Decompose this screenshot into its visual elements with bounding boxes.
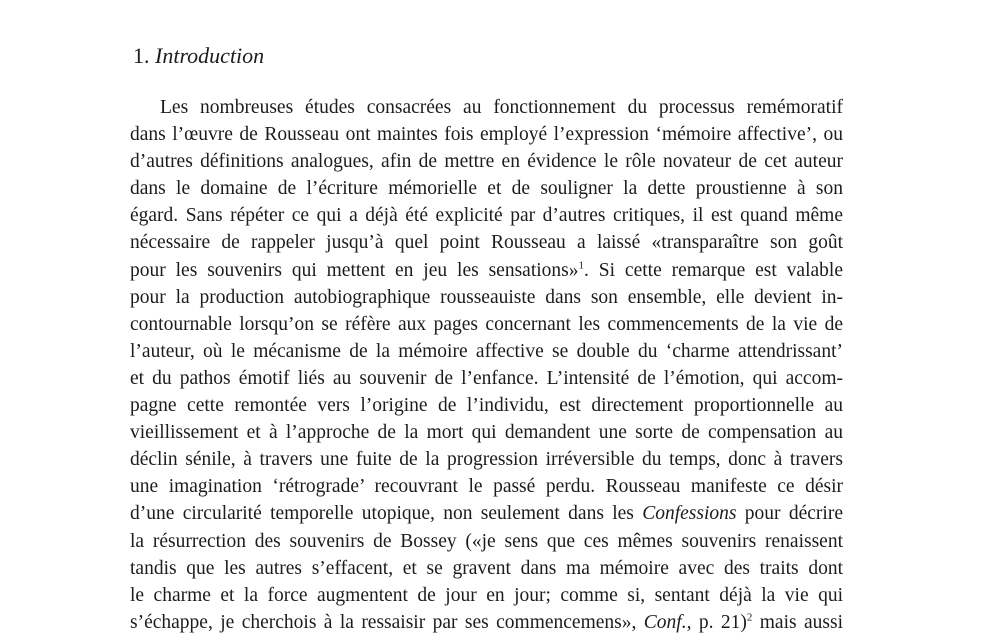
text-line: pour les souvenirs qui mettent en jeu les sensations»$^1$. Si cette remarque est valable — [130, 259, 843, 281]
text-line: une imagination ‘rétrograde’ recouvrant le passé perdu. Rousseau manifeste ce désir — [130, 476, 843, 498]
text-line: contournable lorsqu’on se réfère aux pages concernant les commencements de la vie de — [130, 313, 843, 335]
text-line: et du pathos émotif liés au souvenir de l’enfance. L’intensité de l’émotion, qui accom- — [130, 367, 843, 389]
footnote-marker: 1 — [578, 259, 584, 272]
text-line: pour la production autobiographique rousseauiste dans son ensemble, elle devient in- — [130, 286, 843, 308]
italic-title: Confessions — [642, 503, 737, 525]
text-line: déclin sénile, à travers une fuite de la progression irréversible du temps, donc à travers — [130, 449, 843, 471]
text-line: d’une circularité temporelle utopique, non seulement dans les Confessions pour décrire — [130, 503, 843, 525]
text-line: égard. Sans répéter ce qui a déjà été explicité par d’autres critiques, il est quand même — [130, 205, 843, 227]
text-line: d’autres définitions analogues, afin de mettre en évidence le rôle novateur de cet auteur — [130, 151, 843, 173]
text-line: nécessaire de rappeler jusqu’à quel point Rousseau a laissé «transparaître son goût — [130, 232, 843, 254]
text-line: dans l’œuvre de Rousseau ont maintes fois employé l’expression ‘mémoire affective’, ou — [130, 124, 843, 146]
text-line: la résurrection des souvenirs de Bossey («je sens que ces mêmes souvenirs renaissent — [130, 530, 843, 552]
section-title: Introduction — [155, 43, 265, 68]
text-line: tandis que les autres s’effacent, et se gravent dans ma mémoire avec des traits dont — [130, 557, 843, 579]
text-line: le charme et la force augmentent de jour en jour; comme si, sentant déjà la vie qui — [130, 584, 843, 606]
text-line: Les nombreuses études consacrées au fonctionnement du processus remémoratif — [160, 97, 843, 118]
text-line: l’auteur, où le mécanisme de la mémoire affective se double du ‘charme attendrissant’ — [130, 340, 843, 362]
footnote-marker: 2 — [746, 611, 753, 624]
text-line: dans le domaine de l’écriture mémorielle et de souligner la dette proustienne à son — [130, 178, 843, 200]
text-line: s’échappe, je cherchois à la ressaisir par ses commencemens», Conf., p. 21)$^2$ mais aussi — [130, 611, 843, 633]
text-line: vieillissement et à l’approche de la mort qui demandent une sorte de compensation au — [130, 422, 843, 444]
section-heading — [133, 41, 264, 71]
body-paragraph — [130, 94, 843, 636]
section-number: 1. — [133, 43, 150, 68]
text-line: pagne cette remontée vers l’origine de l’individu, est directement proportionnelle au — [130, 395, 843, 417]
italic-abbreviation: Conf. — [643, 611, 687, 633]
